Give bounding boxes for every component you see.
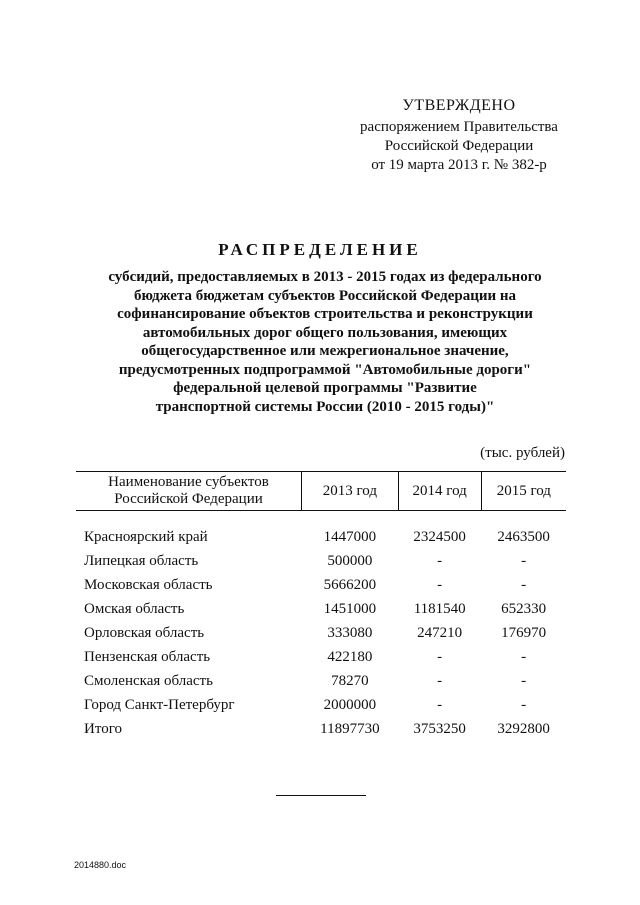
cell-2013: 1451000	[323, 600, 377, 617]
table-row	[76, 669, 566, 693]
table-row	[76, 573, 566, 597]
subsidies-table	[76, 471, 566, 741]
cell-2013: 78270	[331, 672, 369, 689]
subtitle-line: общегосударственное или межрегиональное значение,	[141, 343, 509, 359]
table-row	[76, 597, 566, 621]
cell-2013: 5666200	[323, 576, 377, 593]
approval-line-2: Российской Федерации	[384, 138, 534, 154]
approval-block	[338, 96, 580, 175]
table-header-row	[76, 472, 566, 511]
cell-2013: 500000	[327, 552, 373, 569]
table-spacer	[76, 511, 566, 526]
cell-2014: 1181540	[413, 600, 466, 617]
cell-2014: -	[437, 576, 443, 593]
header-2014: 2014 год	[398, 472, 481, 511]
cell-subject: Красноярский край	[84, 528, 208, 545]
cell-subject: Пензенская область	[84, 648, 211, 665]
cell-2014: -	[437, 552, 443, 569]
table-row-total	[76, 717, 566, 741]
cell-2014: -	[437, 672, 443, 689]
units-label: (тыс. рублей)	[480, 445, 565, 461]
approval-title: УТВЕРЖДЕНО	[402, 97, 516, 114]
header-subject-name	[76, 472, 302, 511]
closing-rule	[276, 795, 366, 796]
document-subtitle	[90, 268, 560, 416]
cell-2013: 1447000	[323, 528, 377, 545]
cell-2013: 2000000	[323, 696, 377, 713]
approval-line-3: от 19 марта 2013 г. № 382-р	[371, 157, 547, 173]
subtitle-line: софинансирование объектов строительства и реконструкции	[117, 306, 533, 322]
header-2015: 2015 год	[481, 472, 566, 511]
table-row	[76, 693, 566, 717]
header-name-line-1: Наименование субъектов	[108, 474, 269, 490]
cell-subject: Московская область	[84, 576, 213, 593]
cell-2013: 11897730	[320, 720, 380, 737]
header-name-line-2: Российской Федерации	[114, 491, 263, 507]
subtitle-line: транспортной системы России (2010 - 2015 годы)"	[155, 398, 495, 415]
table-row	[76, 621, 566, 645]
cell-2013: 333080	[327, 624, 373, 641]
footer-filename: 2014880.doc	[74, 860, 127, 870]
document-title: РАСПРЕДЕЛЕНИЕ	[218, 240, 422, 259]
cell-subject: Орловская область	[84, 624, 205, 641]
cell-2015: 3292800	[497, 720, 550, 737]
table-row	[76, 525, 566, 549]
cell-subject: Омская область	[84, 600, 185, 617]
cell-subject: Итого	[84, 720, 122, 737]
approval-line-1: распоряжением Правительства	[360, 119, 558, 135]
header-2013: 2013 год	[302, 472, 399, 511]
cell-2014: 3753250	[413, 720, 466, 737]
cell-2015: -	[521, 552, 527, 569]
cell-2014: 247210	[417, 624, 463, 641]
cell-2015: -	[521, 696, 527, 713]
subtitle-line: предусмотренных подпрограммой "Автомобильные дороги"	[118, 361, 532, 378]
cell-subject: Смоленская область	[84, 672, 213, 689]
table-row	[76, 645, 566, 669]
cell-2015: -	[521, 648, 527, 665]
cell-2015: 176970	[501, 624, 547, 641]
table-row	[76, 549, 566, 573]
cell-2015: -	[521, 576, 527, 593]
cell-2014: 2324500	[413, 528, 466, 545]
cell-2015: 2463500	[497, 528, 550, 545]
subtitle-line: автомобильных дорог общего пользования, имеющих	[142, 324, 508, 341]
cell-subject: Город Санкт-Петербург	[84, 696, 235, 713]
cell-2013: 422180	[327, 648, 373, 665]
cell-2014: -	[437, 696, 443, 713]
cell-2015: -	[521, 672, 527, 689]
subtitle-line: субсидий, предоставляемых в 2013 - 2015 годах из федерального	[108, 269, 542, 285]
subtitle-line: бюджета бюджетам субъектов Российской Федерации на	[133, 287, 517, 304]
cell-subject: Липецкая область	[84, 552, 199, 569]
subsidies-table-wrap	[76, 471, 566, 741]
cell-2015: 652330	[501, 600, 547, 617]
subtitle-line: федеральной целевой программы "Развитие	[173, 380, 477, 396]
cell-2014: -	[437, 648, 443, 665]
